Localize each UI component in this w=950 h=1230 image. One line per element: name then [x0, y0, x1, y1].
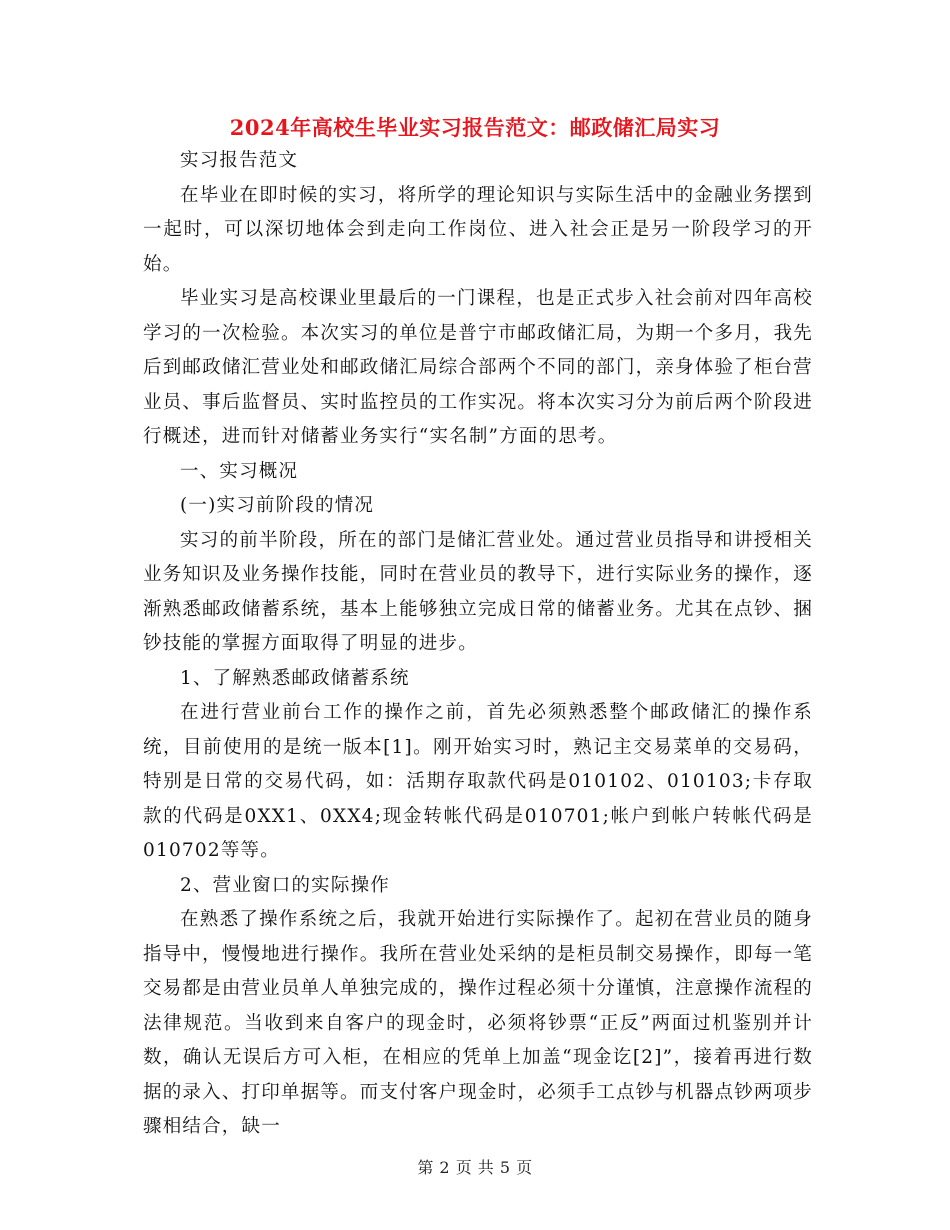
item-heading-1: 1、了解熟悉邮政储蓄系统 — [180, 667, 410, 689]
paragraph-first-stage: 实习的前半阶段，所在的部门是储汇营业处。通过营业员指导和讲授相关业务知识及业务操作技能，同时在营业员的教导下，进行实际业务的操作，逐渐熟悉邮政储蓄系统，基本上能够独立完成日常的储蓄业务。尤其在点钞、捆钞技能的掌握方面取得了明显的进步。 — [143, 529, 813, 654]
section-heading-1: 一、实习概况 — [180, 460, 299, 482]
paragraph-intro: 在毕业在即时候的实习，将所学的理论知识与实际生活中的金融业务摆到一起时，可以深切地体会到走向工作岗位、进入社会正是另一阶段学习的开始。 — [143, 184, 813, 275]
document-title: 2024年高校生毕业实习报告范文：邮政储汇局实习 — [229, 115, 721, 140]
paragraph-system: 在进行营业前台工作的操作之前，首先必须熟悉整个邮政储汇的操作系统，目前使用的是统一版本[1]。刚开始实习时，熟记主交易菜单的交易码，特别是日常的交易代码，如：活期存取款代码是010102、010103;卡存取款的代码是0XX1、0XX4;现金转帐代码是010701;帐户到帐户转帐代码是010702等等。 — [143, 702, 813, 861]
paragraph-overview: 毕业实习是高校课业里最后的一门课程，也是正式步入社会前对四年高校学习的一次检验。本次实习的单位是普宁市邮政储汇局，为期一个多月，我先后到邮政储汇营业处和邮政储汇局综合部两个不同的部门，亲身体验了柜台营业员、事后监督员、实时监控员的工作实况。将本次实习分为前后两个阶段进行概述，进而针对储蓄业务实行“实名制”方面的思考。 — [143, 288, 813, 447]
document-body — [143, 144, 813, 1145]
subsection-heading-1: (一)实习前阶段的情况 — [180, 495, 375, 516]
paragraph-subtitle: 实习报告范文 — [180, 150, 299, 171]
item-heading-2: 2、营业窗口的实际操作 — [180, 874, 390, 896]
page-footer: 第 2 页 共 5 页 — [417, 1158, 533, 1177]
paragraph-window-operation: 在熟悉了操作系统之后，我就开始进行实际操作了。起初在营业员的随身指导中，慢慢地进行操作。我所在营业处采纳的是柜员制交易操作，即每一笔交易都是由营业员单人单独完成的，操作过程必须十分谨慎，注意操作流程的法律规范。当收到来自客户的现金时，必须将钞票“正反”两面过机鉴别并计数，确认无误后方可入柜，在相应的凭单上加盖“现金讫[2]”，接着再进行数据的录入、打印单据等。而支付客户现金时，必须手工点钞与机器点钞两项步骤相结合，缺一 — [143, 909, 813, 1137]
